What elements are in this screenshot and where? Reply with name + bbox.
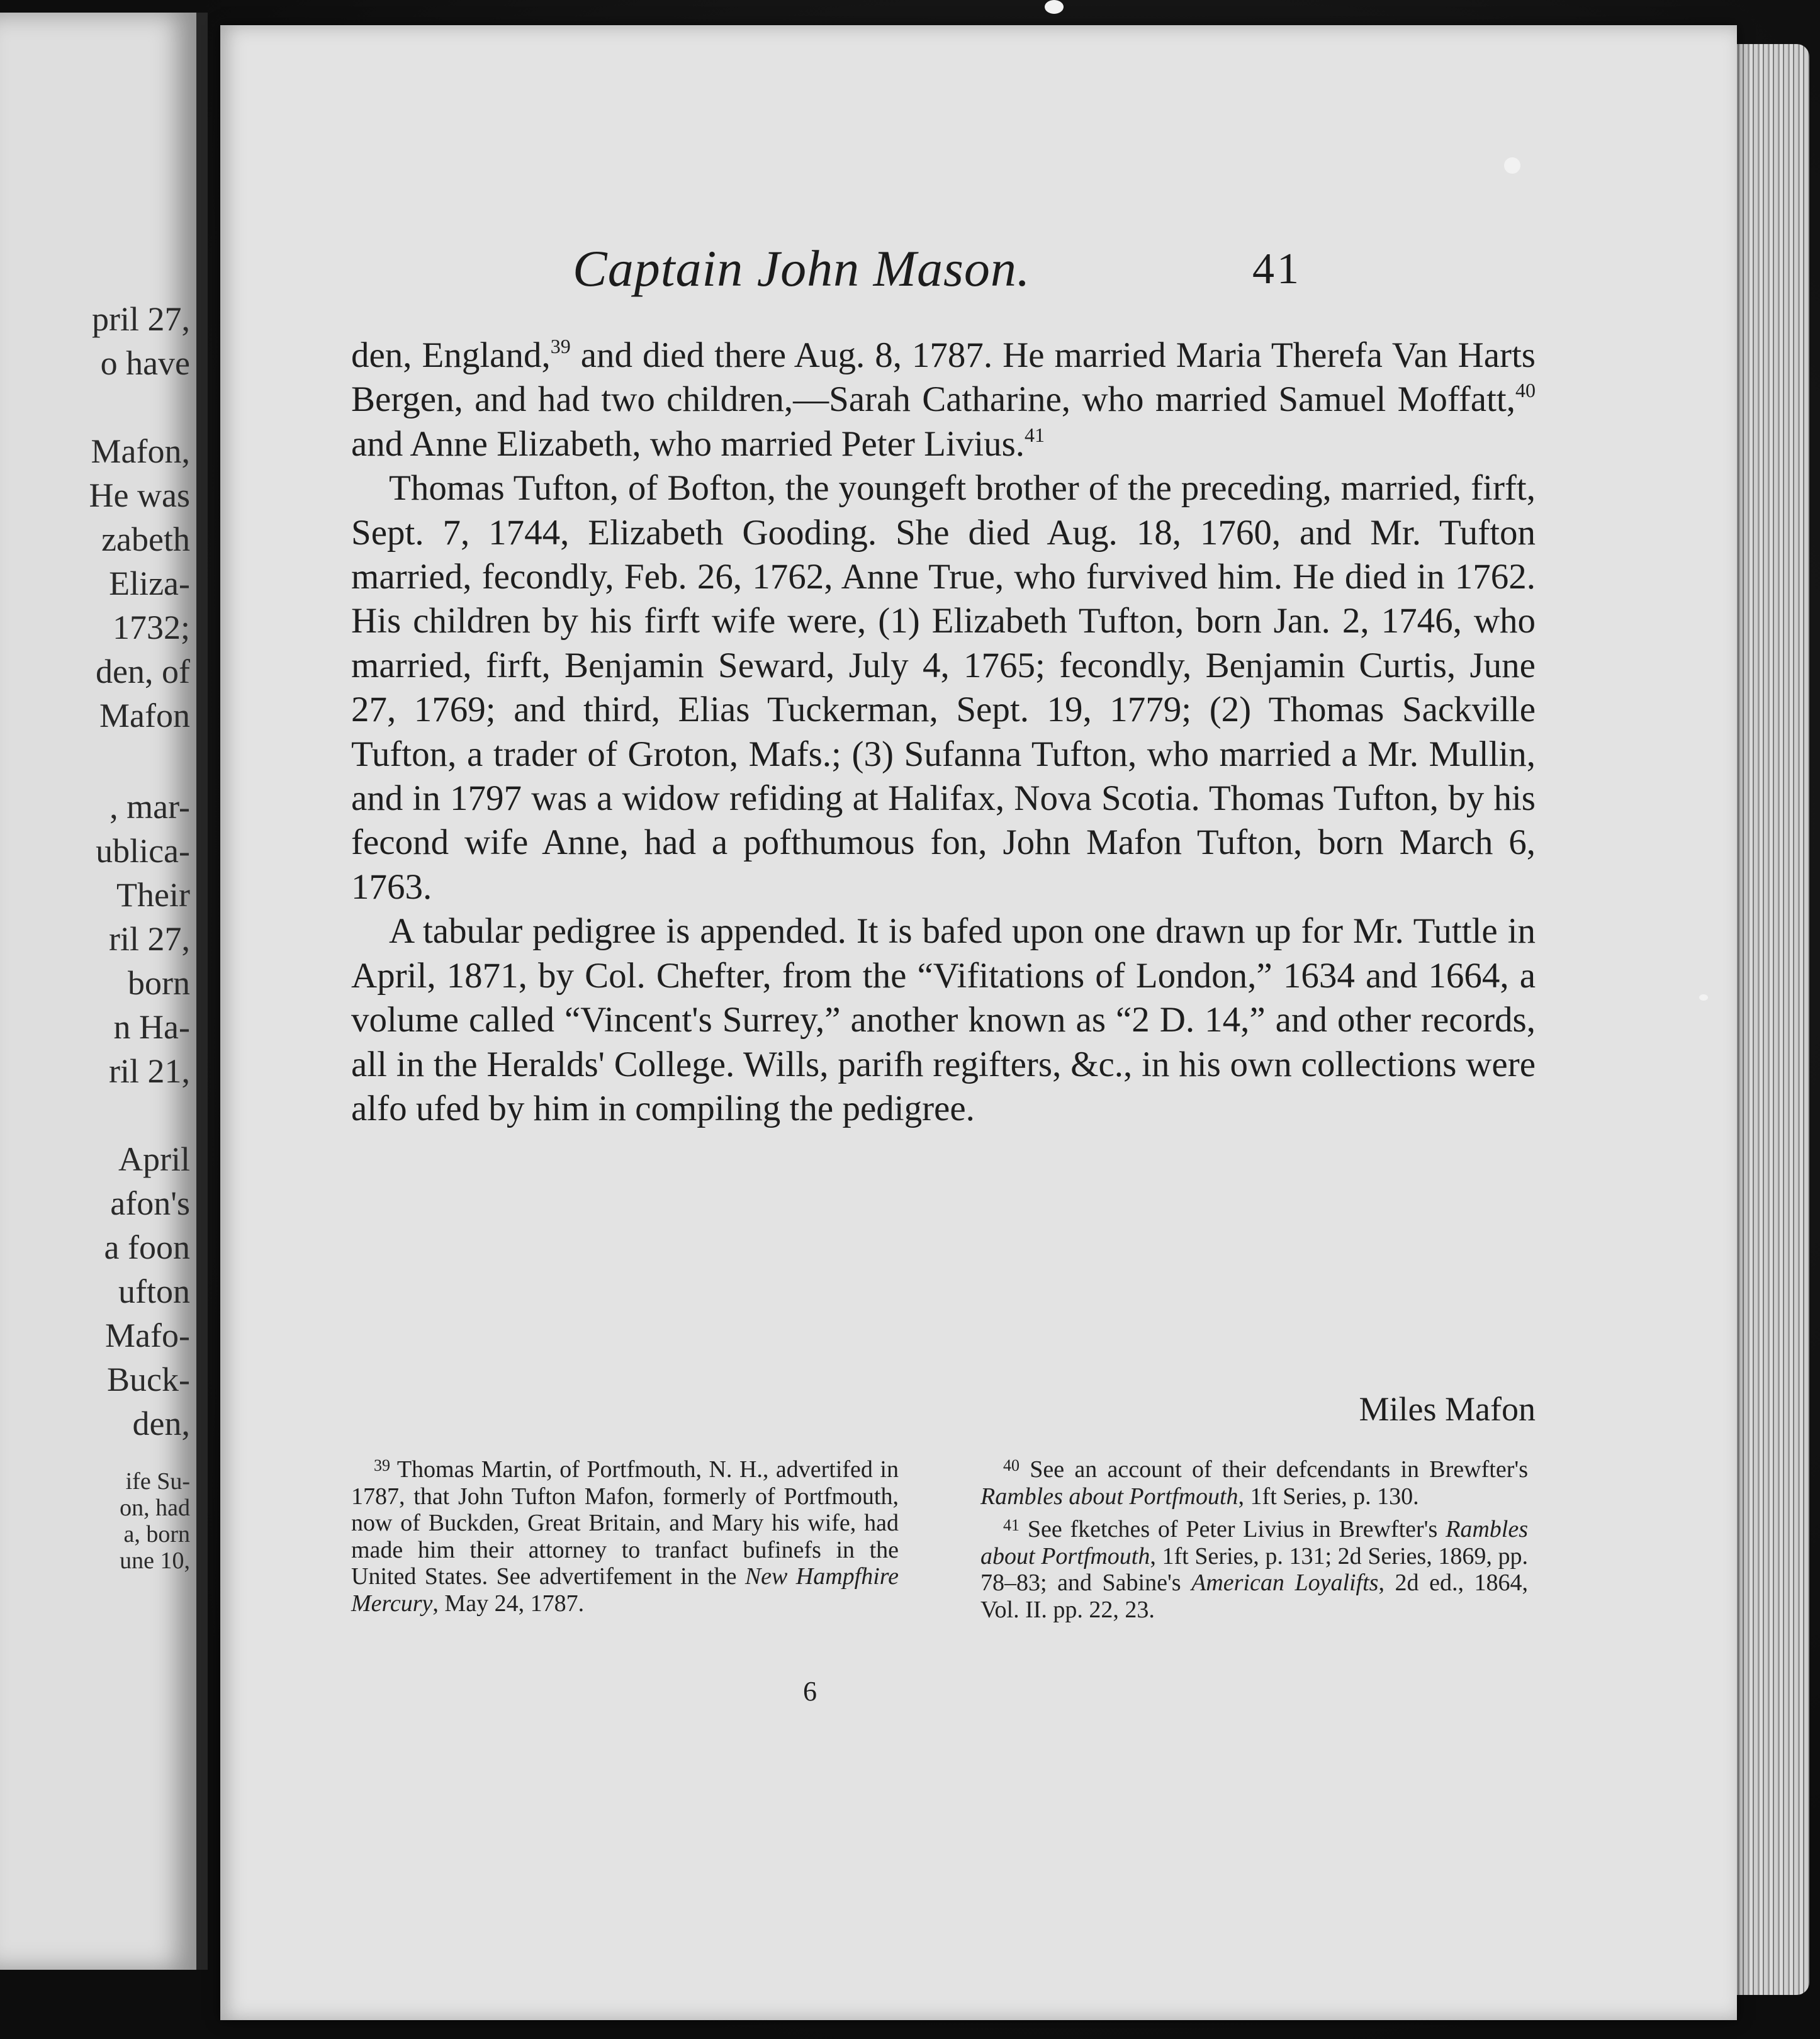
facing-page-line: Buck- xyxy=(107,1361,190,1398)
facing-page-line: ublica- xyxy=(96,832,190,870)
facing-page-line: n Ha- xyxy=(113,1008,190,1046)
paragraph-1: den, England,$^{39}$ and died there Aug. 8, 1787. He married Maria Therefa Van Harts Bergen, and had two children,—Sarah Catharine, who married Samuel Moffatt,$^{40}$ and Anne Elizabeth, who married Peter Livius.$^{41}$ xyxy=(351,335,1536,464)
facing-page-line: ril 27, xyxy=(109,920,190,958)
footnote-ref-41: 41 xyxy=(1025,423,1045,446)
facing-page-line: Mafon xyxy=(99,697,190,734)
facing-page-line: ril 21, xyxy=(109,1052,190,1090)
paragraph-2: Thomas Tufton, of Bofton, the youngeft brother of the preceding, married, firft, Sept. 7, 1744, Elizabeth Gooding. She died Aug. 18, 1760, and Mr. Tufton married, fecondly, Feb. 26, 1762, Anne True, who furvived him. He died in 1762. His children by his firft wife were, (1) Elizabeth Tufton, born Jan. 2, 1746, who married, firft, Benjamin Seward, July 4, 1765; fecondly, Benjamin Curtis, June 27, 1769; and third, Elias Tuckerman, Sept. 19, 1779; (2) Thomas Sackville Tufton, a trader of Groton, Mafs.; (3) Sufanna Tufton, who married a Mr. Mullin, and in 1797 was a widow refiding at Halifax, Nova Scotia. Thomas Tufton, by his fecond wife Anne, had a pofthumous fon, John Mafon Tufton, born March 6, 1763. xyxy=(351,468,1536,907)
facing-page-line: 1732; xyxy=(112,609,190,646)
facing-page-line: pril 27, xyxy=(92,300,190,338)
facing-page-line: den, of xyxy=(96,653,190,690)
facing-page-line: Their xyxy=(116,876,190,914)
footnote-ref-39: 39 xyxy=(550,335,571,357)
facing-page-line: afon's xyxy=(110,1184,190,1222)
footnote-40: $^{40}$ See an account of their defcendants in Brewfter's Rambles about Portfmouth, 1ft Series, p. 130. xyxy=(980,1456,1528,1510)
footnote-39: $^{39}$ Thomas Martin, of Portfmouth, N. H., advertifed in 1787, that John Tufton Mafon, formerly of Portfmouth, now of Buckden, Great Britain, and Mary his wife, had made him their attorney to tranfact bufinefs in the United States. See advertifement in the New Hampfhire Mercury, May 24, 1787. xyxy=(351,1456,899,1617)
facing-page-line: , mar- xyxy=(110,788,190,826)
facing-page-left xyxy=(0,13,208,1970)
facing-page-line: une 10, xyxy=(120,1548,190,1574)
facing-page-line: Mafon, xyxy=(91,432,190,470)
signature-mark: 6 xyxy=(803,1676,817,1707)
paragraph-3: A tabular pedigree is appended. It is bafed upon one drawn up for Mr. Tuttle in April, 1871, by Col. Chefter, from the “Vifitations of London,” 1634 and 1664, a volume called “Vincent's Surrey,” another known as “2 D. 14,” and other records, all in the Heralds' College. Wills, parifh regifters, &c., in his own collections were alfo ufed by him in compiling the pedigree. xyxy=(351,911,1536,1128)
dust-speck xyxy=(1504,157,1520,174)
author-signature: Miles Mafon xyxy=(1359,1390,1536,1428)
running-title: Captain John Mason. xyxy=(573,240,1031,297)
facing-page-line: Mafo- xyxy=(105,1317,190,1354)
body-text xyxy=(351,334,1536,1131)
page-edges xyxy=(1734,44,1809,1995)
facing-page-line: ufton xyxy=(118,1272,190,1310)
facing-page-line: a foon xyxy=(104,1228,190,1266)
facing-page-line: a, born xyxy=(123,1521,190,1548)
facing-page-line: on, had xyxy=(120,1495,190,1521)
dust-speck xyxy=(1699,994,1708,1001)
facing-page-line: April xyxy=(118,1140,190,1178)
facing-page-line: o have xyxy=(100,344,190,382)
facing-page-line: He was xyxy=(89,476,190,514)
footnotes-right-column xyxy=(980,1452,1528,1626)
dust-speck xyxy=(1045,0,1064,14)
footnotes-left-column xyxy=(351,1452,899,1619)
facing-page-line: born xyxy=(128,964,190,1002)
page-header xyxy=(220,239,1737,302)
facing-page-line: ife Su- xyxy=(125,1468,190,1495)
page-number: 41 xyxy=(1252,245,1301,293)
facing-page-line: den, xyxy=(132,1405,190,1442)
footnote-41: $^{41}$ See fketches of Peter Livius in Brewfter's Rambles about Portfmouth, 1ft Series, p. 131; 2d Series, 1869, pp. 78–83; and Sabine's American Loyalifts, 2d ed., 1864, Vol. II. pp. 22, 23. xyxy=(980,1516,1528,1623)
facing-page-line: zabeth xyxy=(101,520,190,558)
facing-page-line: Eliza- xyxy=(109,565,190,602)
footnote-ref-40: 40 xyxy=(1515,379,1536,402)
book-page xyxy=(220,25,1737,2020)
